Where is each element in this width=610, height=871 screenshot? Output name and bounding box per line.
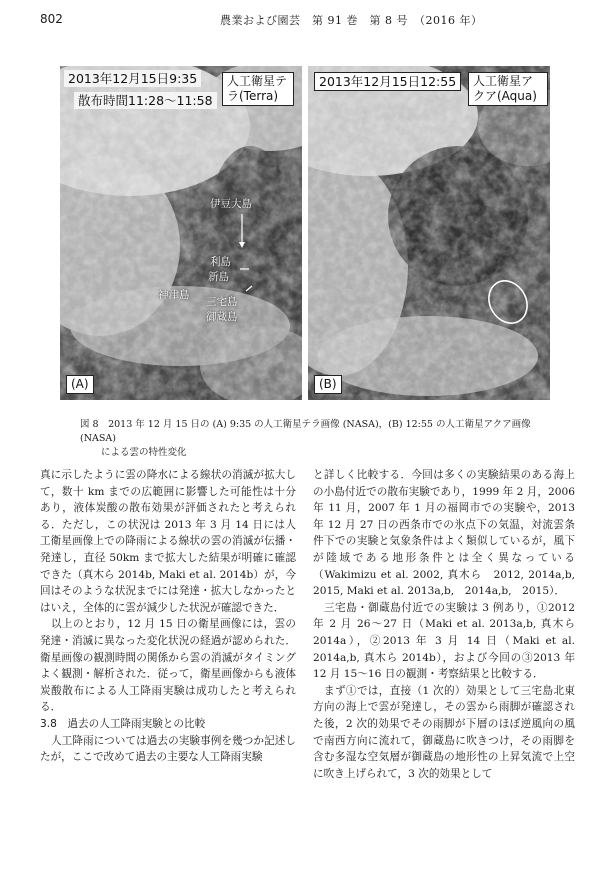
paragraph: 以上のとおり，12 月 15 日の衛星画像には，雲の発達・消滅に異なった変化状況の経過が認められた．衛星画像の観測時間の関係から雲の消滅がタイミングよく観測・解析された．従って，衛星画像からも液体炭酸散布による人工降雨実験は成功したと考えられる． xyxy=(40,618,296,714)
island-label-toshima: 利島 xyxy=(210,256,231,268)
section-heading: 3.8 過去の人工降雨実験との比較 xyxy=(40,717,206,730)
paragraph: 三宅島・御蔵島付近での実験は 3 例あり，①2012 年 2 月 26〜27 日（Maki et al. 2013a,b, 真木ら 2014a），②2013 年 3 月 14 日（Maki et al. 2014a,b, 真木ら 2014b），および今回の③2013 年 12 月 15〜16 日の観測・考察結果と比較する． xyxy=(313,601,575,681)
panel-a-time-label: 散布時間11:28〜11:58 xyxy=(74,92,217,109)
paragraph: 真に示したように雲の降水による線状の消滅が拡大して，数十 km までの広範囲に影響した可能性は十分あり，液体炭酸の散布効果が評価されたと考えられる．ただし，この状況は 2013 年 3 月 14 日には人工衛星画像上での降雨による線状の雲の消滅が伝播・発達し，直径 50km まで拡大した結果が明確に確認できた（真木ら 2014b, Maki et al. 2014b）が，今回はそのような状況までには発達・拡大しなかったとはいえ，全体的に雲が減少した状況が確認できた． xyxy=(40,469,296,614)
caption-line-1: 図 8 2013 年 12 月 15 日の (A) 9:35 の人工衛星テラ画像 (NASA)，(B) 12:55 の人工衛星アクア画像 (NASA) xyxy=(80,419,531,444)
paragraph: まず①では，直接（1 次的）効果として三宅島北東方向の海上で雲が発達し，その雲から雨脚が確認された後，2 次的効果でその雨脚が下層のほぼ逆風向の風で南西方向に流れて，御蔵島に吹きつけ，その雨脚を含む多湿な空気層が御蔵島の地形性の上昇気流で上空に吹き上げられて，3 次的効果として xyxy=(313,684,575,780)
panel-a-tag: (A) xyxy=(66,375,94,394)
satellite-panel-a xyxy=(60,66,302,400)
panel-b-satellite-label: 人工衛星アクア(Aqua) xyxy=(468,72,548,106)
island-label-mikurajima: 御蔵島 xyxy=(206,311,238,323)
journal-title: 農業および園芸 第 91 巻 第 8 号 （2016 年） xyxy=(220,14,483,27)
satellite-image-b xyxy=(308,66,550,400)
page-number: 802 xyxy=(40,12,63,26)
paragraph: 人工降雨については過去の実験事例を幾つか記述したが，ここで改めて過去の主要な人工降雨実験 xyxy=(40,734,296,764)
panel-b-date-label: 2013年12月15日12:55 xyxy=(314,72,461,91)
caption-line-2: による雲の特性変化 xyxy=(101,447,187,458)
island-label-niijima: 新島 xyxy=(208,271,229,283)
panel-a-satellite-label: 人工衛星テラ(Terra) xyxy=(222,72,294,106)
paragraph: と詳しく比較する．今回は多くの実験結果のある海上の小島付近での散布実験であり，1999 年 2 月，2006 年 11 月，2007 年 1 月の福岡市での実験や，2013 年 12 月 27 日の西条市での氷点下の気温，対流雲条件下での実験と気象条件はよく類似しているが，風下が陸域である地形条件とは全く異なっている（Wakimizu et al. 2002, 真木ら 2012, 2014a,b, 2015, Maki et al. 2013a,b, 2014a,b, 2015）． xyxy=(313,469,575,598)
panel-b-tag: (B) xyxy=(314,375,342,394)
panel-a-date-label: 2013年12月15日9:35 xyxy=(64,70,201,87)
island-label-kozushima: 神津島 xyxy=(158,289,190,301)
satellite-panel-b xyxy=(308,66,550,400)
island-label-miyakejima: 三宅島 xyxy=(206,296,238,308)
figure-8 xyxy=(60,66,550,400)
island-label-izu-oshima: 伊豆大島 xyxy=(210,198,252,210)
page-header xyxy=(40,12,580,28)
body-column-right xyxy=(313,467,575,782)
satellite-image-a xyxy=(60,66,302,400)
body-column-left xyxy=(40,467,296,766)
figure-caption xyxy=(80,418,550,460)
